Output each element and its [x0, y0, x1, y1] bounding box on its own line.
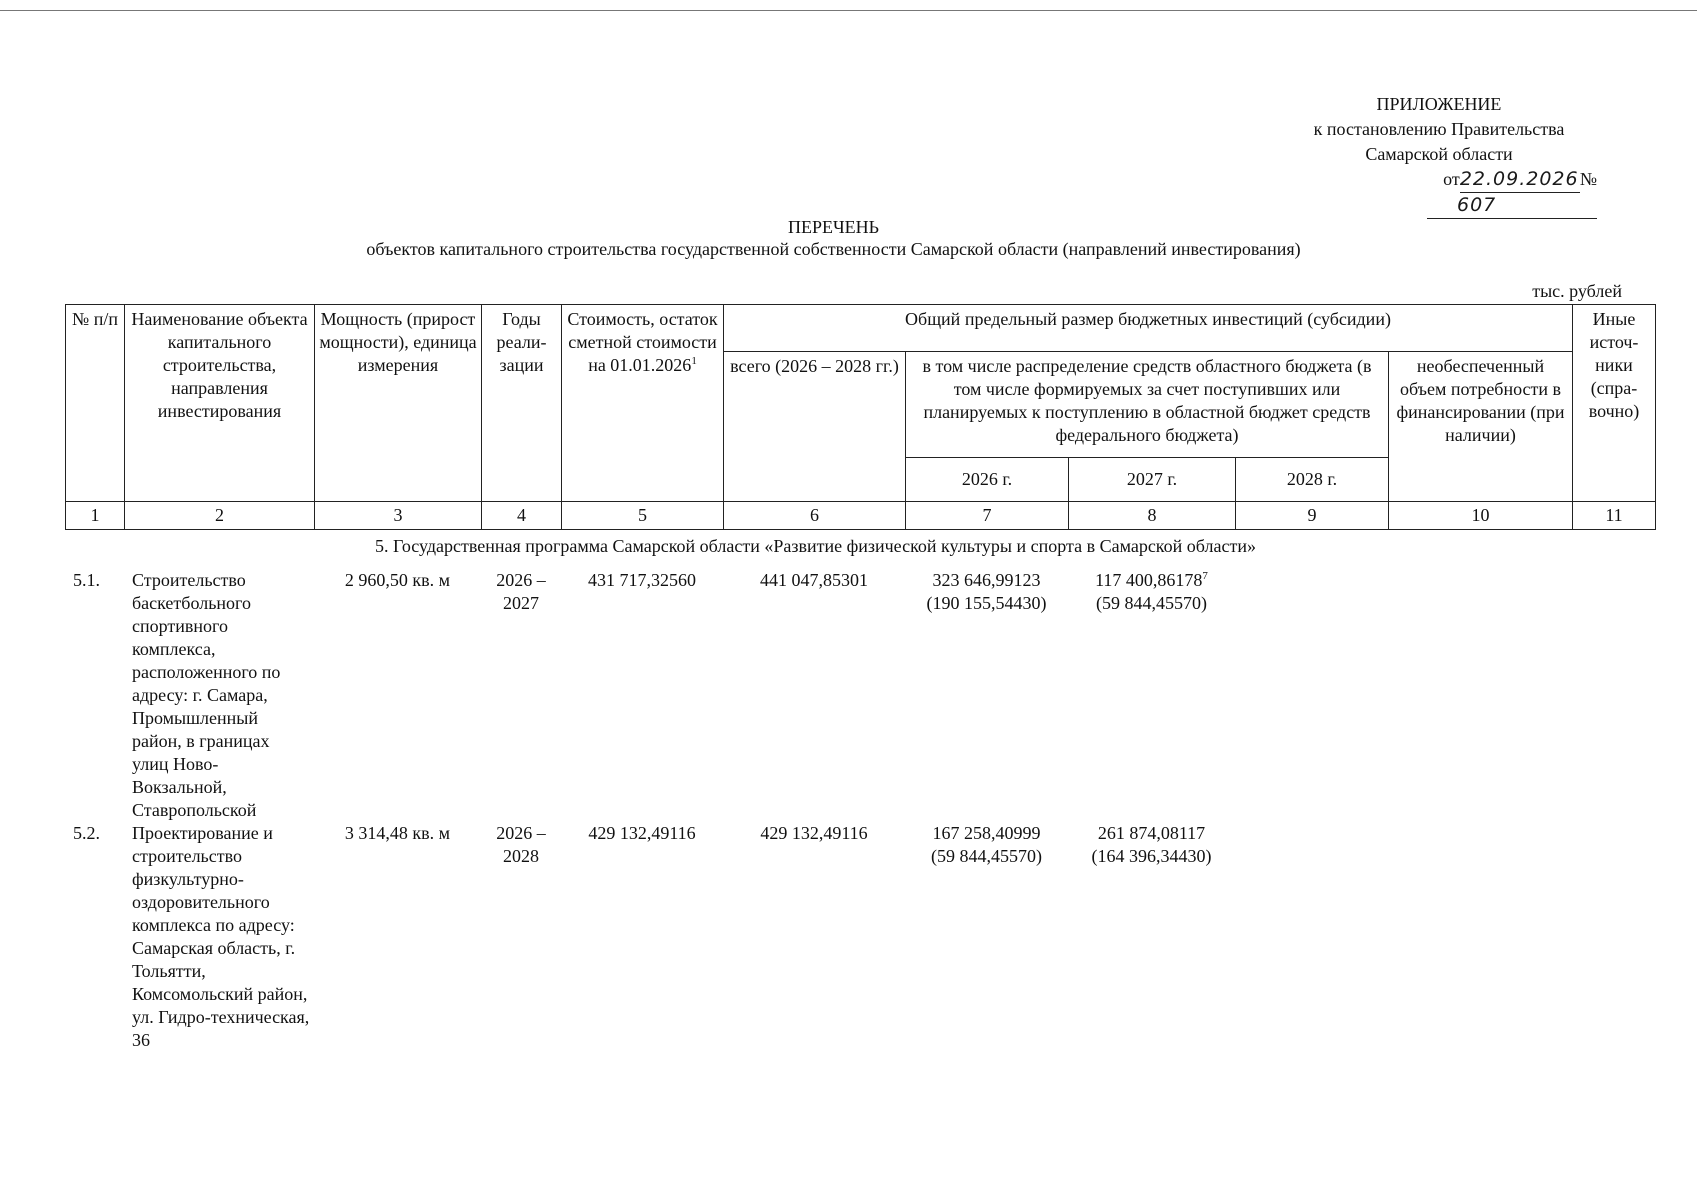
table-row — [65, 569, 1655, 822]
row-capacity: 3 314,48 кв. м — [344, 823, 451, 843]
appendix-title: ПРИЛОЖЕНИЕ — [1376, 94, 1502, 114]
appendix-block — [1279, 92, 1599, 219]
column-number: 4 — [482, 502, 562, 530]
header-col6: всего (2026 – 2028 гг.) — [724, 352, 906, 502]
section-title: 5. Государственная программа Самарской области «Развитие физической культуры и спорта в Самарской области» — [375, 536, 1256, 556]
row-2027-footnote: 7 — [1202, 570, 1208, 582]
header-col1: № п/п — [66, 305, 125, 502]
document-title-block — [0, 216, 1667, 260]
handwritten-date: 22.09.2026 — [1459, 168, 1579, 190]
row-2026-federal: (190 155,54430) — [926, 593, 1047, 613]
row-years: 2026 – 2028 — [496, 823, 546, 866]
header-col5-text: Стоимость, остаток сметной стоимости на 01.01.2026 — [567, 309, 718, 375]
row-unfunded — [1388, 822, 1572, 1082]
units-label: тыс. рублей — [1532, 281, 1622, 301]
table-row — [65, 822, 1655, 1082]
row-other-sources — [1572, 822, 1655, 1082]
number-sign: № — [1579, 169, 1597, 189]
header-col10: необеспеченный объем потребности в финансировании (при наличии) — [1389, 352, 1573, 502]
document-title: ПЕРЕЧЕНЬ — [787, 217, 880, 237]
row-years: 2026 – 2027 — [496, 570, 546, 613]
row-2027-value: 261 874,08117 — [1097, 823, 1206, 843]
column-number: 2 — [125, 502, 315, 530]
header-col7-9-group: в том числе распределение средств областного бюджета (в том числе формируемых за счет поступивших или планируемых к поступлению в областной бюджет средств федерального бюджета) — [906, 352, 1389, 458]
header-table — [65, 304, 1656, 530]
row-cost: 429 132,49116 — [588, 823, 696, 843]
row-2027-federal: (59 844,45570) — [1096, 593, 1207, 613]
header-col11: Иные источ-ники (спра-вочно) — [1573, 305, 1656, 502]
header-col4: Годы реали-зации — [482, 305, 562, 502]
row-2027-value-line — [1072, 569, 1231, 592]
column-number: 1 — [66, 502, 125, 530]
column-number: 8 — [1069, 502, 1236, 530]
row-2026 — [905, 569, 1068, 822]
header-col8: 2027 г. — [1069, 458, 1236, 502]
appendix-date-line — [1279, 167, 1599, 219]
row-2027 — [1068, 822, 1235, 1082]
row-number: 5.1. — [73, 570, 100, 590]
row-2027-federal: (164 396,34430) — [1091, 846, 1212, 866]
header-col2: Наименование объекта капитального строительства, направления инвестирования — [125, 305, 315, 502]
column-numbers-row — [66, 502, 1656, 530]
row-2027-value: 117 400,86178 — [1095, 570, 1203, 590]
data-table — [65, 569, 1655, 1082]
column-number: 7 — [906, 502, 1069, 530]
row-total: 441 047,85301 — [760, 570, 868, 590]
header-group: Общий предельный размер бюджетных инвестиций (субсидии) — [724, 305, 1573, 352]
row-unfunded — [1388, 569, 1572, 822]
column-number: 9 — [1236, 502, 1389, 530]
row-capacity: 2 960,50 кв. м — [344, 570, 451, 590]
appendix-line2: к постановлению Правительства — [1313, 119, 1565, 139]
row-other-sources — [1572, 569, 1655, 822]
header-col3: Мощность (прирост мощности), единица измерения — [315, 305, 482, 502]
column-number: 3 — [315, 502, 482, 530]
handwritten-number: 607 — [1457, 194, 1497, 216]
header-col9: 2028 г. — [1236, 458, 1389, 502]
from-prefix: от — [1443, 169, 1460, 189]
row-name: Строительство баскетбольного спортивного комплекса, расположенного по адресу: г. Самара, Промышленный район, в границах улиц Ново-Вокзальной, Ставропольской — [132, 570, 281, 820]
row-name: Проектирование и строительство физкультурно-оздоровительного комплекса по адресу: Самарская область, г. Тольятти, Комсомольский район, ул. Гидро-техническая, 36 — [132, 823, 310, 1050]
top-rule — [0, 10, 1697, 11]
row-number: 5.2. — [73, 823, 100, 843]
document-subtitle: объектов капитального строительства государственной собственности Самарской области (направлений инвестирования) — [366, 239, 1301, 259]
column-number: 10 — [1389, 502, 1573, 530]
column-number: 6 — [724, 502, 906, 530]
row-2026-federal: (59 844,45570) — [931, 846, 1042, 866]
header-col7: 2026 г. — [906, 458, 1069, 502]
header-col5-footnote: 1 — [691, 355, 697, 367]
row-2026 — [905, 822, 1068, 1082]
row-2026-value: 167 258,40999 — [932, 823, 1041, 843]
appendix-line3: Самарской области — [1365, 144, 1513, 164]
row-cost: 431 717,32560 — [588, 570, 696, 590]
row-total: 429 132,49116 — [760, 823, 868, 843]
header-col5 — [562, 305, 724, 502]
row-2028 — [1235, 569, 1388, 822]
column-number: 11 — [1573, 502, 1656, 530]
row-2028 — [1235, 822, 1388, 1082]
row-2026-value: 323 646,99123 — [932, 570, 1041, 590]
row-2027 — [1068, 569, 1235, 822]
column-number: 5 — [562, 502, 724, 530]
